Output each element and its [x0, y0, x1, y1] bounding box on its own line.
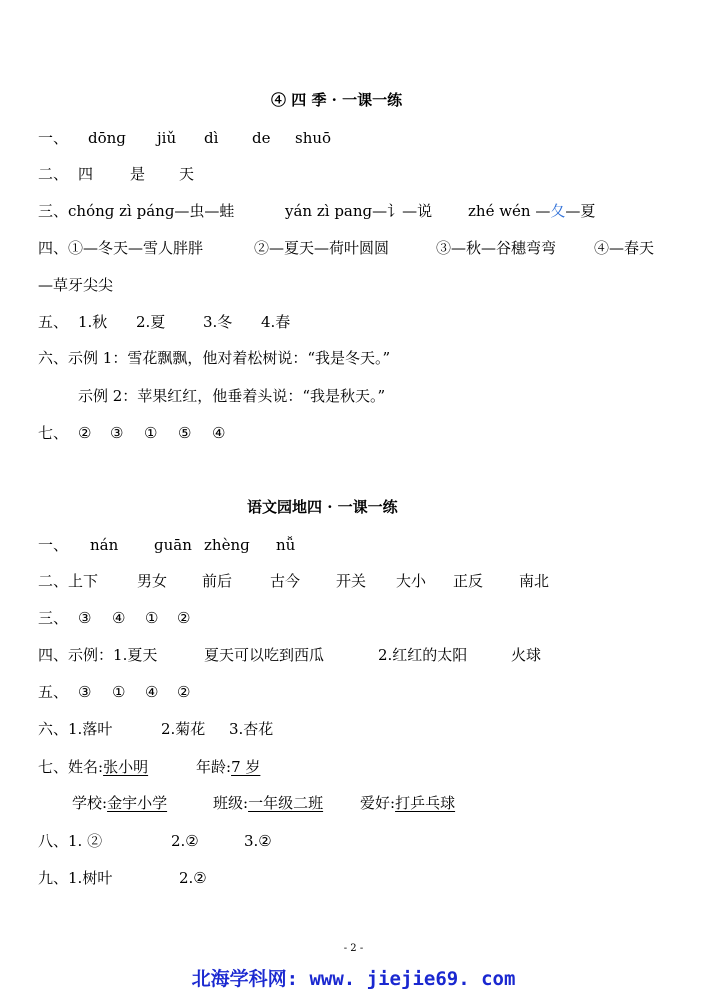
s1-q7-label: 七、 [38, 424, 69, 442]
school-label: 学校: [72, 794, 108, 812]
s1-q5-item: 1.秋 [78, 313, 108, 331]
s1-q3-c [468, 201, 595, 221]
s2-q1-label: 一、 [38, 536, 69, 554]
s2-q9-item: 2.② [179, 869, 207, 887]
s2-q2 [38, 571, 550, 591]
s1-q4-item: ①—冬天—雪人胖胖 [68, 239, 204, 257]
s2-q9-item: 1.树叶 [68, 869, 113, 887]
s1-q2 [38, 164, 195, 184]
s1-q2-label: 二、 [38, 165, 69, 183]
s2-q7-label: 七、 [38, 758, 69, 776]
s1-q3 [38, 201, 596, 221]
s2-q8-item: 3.② [244, 832, 272, 850]
s2-q5-item: ④ [145, 683, 159, 701]
age-label: 年龄: [196, 758, 232, 776]
class-label: 班级: [213, 794, 249, 812]
s1-q5 [38, 312, 291, 332]
s1-q3-a-pinyin: chónɡ zì pánɡ [68, 202, 175, 220]
s2-q4-item: 夏天可以吃到西瓜 [204, 646, 325, 664]
s2-q2-item: 古今 [270, 572, 301, 590]
s2-q2-item: 开关 [336, 572, 367, 590]
s1-q2-item: 天 [179, 165, 195, 183]
s1-q7 [38, 423, 226, 443]
s1-q3-c-rest: —夏 [565, 202, 596, 220]
s2-q4 [38, 645, 542, 665]
section2-title: 语文园地四 · 一课一练 [247, 498, 398, 516]
s2-q5 [38, 682, 191, 702]
site-name: 北海学科网 [191, 968, 287, 990]
s2-q9-label: 九、 [38, 869, 69, 887]
s1-q3-c-pinyin: zhé wén [468, 202, 531, 220]
s2-q2-item: 男女 [137, 572, 168, 590]
s1-q1-item: de [252, 129, 271, 147]
s1-q2-item: 四 [78, 165, 94, 183]
s2-q2-item: 前后 [202, 572, 233, 590]
s1-q7-item: ② [78, 424, 92, 442]
s2-q1-item: nán [90, 536, 119, 554]
s1-q1-item: dì [204, 129, 219, 147]
s2-q8-item: 1. ② [68, 832, 103, 850]
s2-q1 [38, 535, 296, 555]
s1-q4-item: ③—秋—谷穗弯弯 [436, 239, 557, 257]
s2-q7-row1 [38, 757, 261, 777]
s2-q6-item: 2.菊花 [161, 720, 206, 738]
s2-q3 [38, 608, 191, 628]
s1-q7-item: ③ [110, 424, 124, 442]
s2-q3-item: ③ [78, 609, 92, 627]
s1-q2-item: 是 [130, 165, 146, 183]
s2-q6-item: 3.杏花 [229, 720, 274, 738]
s2-q2-item: 南北 [519, 572, 550, 590]
s1-q3-a-rest: —虫—蛙 [174, 202, 235, 220]
s2-q9 [38, 868, 207, 888]
s1-q7-item: ④ [212, 424, 226, 442]
s2-q6-label: 六、 [38, 720, 69, 738]
s2-q2-item: 上下 [68, 572, 99, 590]
s2-q7-row2 [72, 793, 456, 813]
s2-q2-item: 正反 [453, 572, 484, 590]
s2-q4-item: 火球 [511, 646, 542, 664]
age-value: 7 岁 [231, 758, 261, 776]
s1-q6 [38, 348, 390, 368]
s2-q6-item: 1.落叶 [68, 720, 113, 738]
s1-q3-c-dash: — [535, 202, 551, 220]
s1-q4-item: ④—春天 [594, 239, 655, 257]
s1-q3-b [285, 201, 432, 221]
hobby-label: 爱好: [360, 794, 396, 812]
s2-q6 [38, 719, 274, 739]
name-value: 张小明 [103, 758, 149, 776]
site-watermark[interactable] [0, 964, 707, 991]
s1-q4 [38, 238, 655, 258]
s2-q4-prefix: 示例： [68, 646, 114, 664]
s2-q2-label: 二、 [38, 572, 69, 590]
age-field [196, 757, 260, 777]
s1-q7-item: ⑤ [178, 424, 192, 442]
s2-q5-item: ② [177, 683, 191, 701]
s2-q1-item: nǚ [276, 536, 296, 554]
hobby-field [360, 793, 455, 813]
s1-q1-label: 一、 [38, 129, 69, 147]
site-url: : www. jiejie69. com [286, 968, 516, 990]
s1-q4-continuation: —草牙尖尖 [38, 276, 114, 294]
class-field [213, 793, 323, 813]
s2-q1-item: ɡuān [154, 536, 192, 554]
name-label: 姓名: [68, 758, 104, 776]
s2-q3-item: ④ [112, 609, 126, 627]
s2-q8-item: 2.② [171, 832, 199, 850]
s1-q5-label: 五、 [38, 313, 69, 331]
s1-q5-item: 4.春 [261, 313, 291, 331]
school-value: 金宇小学 [107, 794, 168, 812]
s1-q5-item: 3.冬 [203, 313, 233, 331]
s2-q5-item: ① [112, 683, 126, 701]
hobby-value: 打乒乓球 [395, 794, 456, 812]
class-value: 一年级二班 [248, 794, 324, 812]
s1-q6-example2: 示例 2：苹果红红，他垂着头说：“我是秋天。” [78, 387, 386, 405]
s2-q4-label: 四、 [38, 646, 69, 664]
page-number: - 2 - [343, 943, 364, 954]
s2-q3-item: ① [145, 609, 159, 627]
s2-q5-item: ③ [78, 683, 92, 701]
s1-q3-label: 三、 [38, 202, 69, 220]
s1-q1 [38, 128, 332, 148]
s2-q3-item: ② [177, 609, 191, 627]
section1-title: ④ 四 季 · 一课一练 [271, 91, 403, 109]
s1-q1-item: dōnɡ [88, 129, 126, 147]
s1-q4-label: 四、 [38, 239, 69, 257]
s2-q8 [38, 831, 272, 851]
s1-q3-b-pinyin: yán zì panɡ [285, 202, 373, 220]
s1-q3-c-radical: 夂 [550, 202, 566, 220]
s2-q2-item: 大小 [396, 572, 427, 590]
s1-q5-item: 2.夏 [136, 313, 166, 331]
s1-q1-item: shuō [295, 129, 332, 147]
s2-q1-item: zhènɡ [204, 536, 250, 554]
s1-q7-item: ① [144, 424, 158, 442]
s2-q4-item: 2.红红的太阳 [378, 646, 468, 664]
s2-q8-label: 八、 [38, 832, 69, 850]
s2-q3-label: 三、 [38, 609, 69, 627]
s1-q1-item: jiǔ [157, 129, 177, 147]
s1-q6-label: 六、 [38, 349, 69, 367]
s1-q6-example1: 示例 1：雪花飘飘，他对着松树说：“我是冬天。” [68, 349, 391, 367]
s1-q4-item: ②—夏天—荷叶圆圆 [254, 239, 390, 257]
s1-q3-b-rest: —讠—说 [372, 202, 433, 220]
s2-q4-item: 1.夏天 [113, 646, 158, 664]
s2-q5-label: 五、 [38, 683, 69, 701]
